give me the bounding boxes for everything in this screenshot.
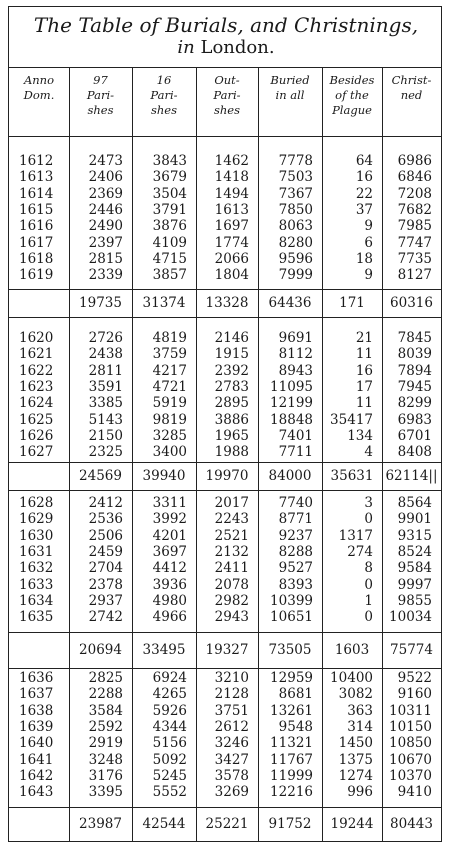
value-cell: 9527 xyxy=(278,560,313,577)
value-cell: 8393 xyxy=(278,576,313,593)
value-cell: 7894 xyxy=(397,362,432,379)
value-cell: 7999 xyxy=(278,267,313,284)
value-cell: 3936 xyxy=(152,576,187,593)
value-cell: 1774 xyxy=(214,234,249,251)
value-cell: 3886 xyxy=(214,411,249,428)
value-cell: 2339 xyxy=(88,267,123,284)
column-header-line: Pari- xyxy=(150,88,178,102)
totals-cell: 23987 xyxy=(79,816,122,832)
totals-top-rule xyxy=(9,632,441,633)
column-header-line: 16 xyxy=(156,73,172,87)
value-cell: 4966 xyxy=(152,609,187,626)
value-cell: 4344 xyxy=(152,718,187,735)
totals-cell: 39940 xyxy=(142,468,186,484)
value-cell: 11321 xyxy=(270,735,313,752)
value-cell: 12199 xyxy=(270,395,313,412)
value-cell: 4980 xyxy=(152,592,187,609)
value-cell: 7747 xyxy=(397,234,432,251)
column-header-line: Christ- xyxy=(391,73,432,87)
value-cell: 2815 xyxy=(88,250,123,267)
value-cell: 4201 xyxy=(152,527,187,544)
totals-cell: 1603 xyxy=(334,642,370,658)
value-cell: 4217 xyxy=(152,362,187,379)
value-cell: 9819 xyxy=(152,411,187,428)
value-cell: 3400 xyxy=(152,444,187,461)
totals-cell: 24569 xyxy=(79,468,122,484)
value-cell: 3697 xyxy=(152,543,187,560)
value-cell: 2397 xyxy=(88,234,123,251)
value-cell: 5092 xyxy=(152,751,187,768)
value-cell: 2490 xyxy=(88,218,123,235)
value-cell: 9410 xyxy=(397,784,432,801)
value-cell: 7740 xyxy=(278,495,313,511)
value-cell: 10850 xyxy=(389,735,432,752)
value-cell: 4109 xyxy=(152,234,187,251)
column-header-line: of the xyxy=(335,88,369,102)
value-cell: 9522 xyxy=(397,670,432,686)
value-cell: 5926 xyxy=(152,702,187,719)
year-cell: 1641 xyxy=(19,751,54,768)
column-header-line: shes xyxy=(150,103,177,117)
value-cell: 10034 xyxy=(389,609,432,626)
value-cell: 10370 xyxy=(389,767,432,784)
year-cell: 1624 xyxy=(19,395,54,412)
value-cell: 1613 xyxy=(214,201,249,218)
totals-cell: 42544 xyxy=(142,816,186,832)
value-cell: 8 xyxy=(364,560,373,577)
value-cell: 9997 xyxy=(397,576,432,593)
value-cell: 21 xyxy=(355,330,373,346)
value-cell: 314 xyxy=(347,718,373,735)
value-cell: 35417 xyxy=(330,411,373,428)
value-cell: 4265 xyxy=(152,686,187,703)
year-cell: 1630 xyxy=(19,527,54,544)
value-cell: 3311 xyxy=(152,495,187,511)
value-cell: 5143 xyxy=(88,411,123,428)
burials-christnings-table xyxy=(8,6,442,842)
value-cell: 11 xyxy=(355,346,373,363)
value-cell: 2506 xyxy=(88,527,123,544)
value-cell: 3584 xyxy=(88,702,123,719)
value-cell: 3759 xyxy=(152,346,187,363)
year-cell: 1639 xyxy=(19,718,54,735)
year-cell: 1635 xyxy=(19,609,54,626)
value-cell: 16 xyxy=(355,169,373,186)
value-cell: 3210 xyxy=(214,670,249,686)
value-cell: 8063 xyxy=(278,218,313,235)
value-cell: 2742 xyxy=(88,609,123,626)
value-cell: 1697 xyxy=(214,218,249,235)
totals-bottom-rule xyxy=(9,490,441,491)
value-cell: 3246 xyxy=(214,735,249,752)
value-cell: 17 xyxy=(355,378,373,395)
value-cell: 2704 xyxy=(88,560,123,577)
totals-cell: 20694 xyxy=(79,642,122,658)
totals-cell: 19327 xyxy=(205,642,249,658)
column-header-line: Dom. xyxy=(23,88,55,102)
value-cell: 9 xyxy=(364,267,373,284)
value-cell: 1450 xyxy=(338,735,373,752)
value-cell: 0 xyxy=(364,609,373,626)
year-cell: 1626 xyxy=(19,427,54,444)
value-cell: 9691 xyxy=(278,330,313,346)
column-header-line: Plague xyxy=(332,103,372,117)
value-cell: 2406 xyxy=(88,169,123,186)
value-cell: 11 xyxy=(355,395,373,412)
totals-cell: 91752 xyxy=(268,816,312,832)
column-header-line: Buried xyxy=(270,73,310,87)
header-bottom-rule xyxy=(9,136,441,137)
value-cell: 0 xyxy=(364,511,373,528)
year-cell: 1620 xyxy=(19,330,54,346)
column-header-line: Besides xyxy=(329,73,375,87)
totals-cell: 80443 xyxy=(390,816,433,832)
value-cell: 6986 xyxy=(397,153,432,169)
value-cell: 1418 xyxy=(214,169,249,186)
value-cell: 7945 xyxy=(397,378,432,395)
totals-cell: 171 xyxy=(339,295,365,311)
value-cell: 2128 xyxy=(214,686,249,703)
value-cell: 10400 xyxy=(330,670,373,686)
value-cell: 2288 xyxy=(88,686,123,703)
column-header xyxy=(382,73,441,103)
value-cell: 2150 xyxy=(88,427,123,444)
column-header-line: 97 xyxy=(93,73,108,87)
totals-cell: 64436 xyxy=(268,295,312,311)
value-cell: 10651 xyxy=(270,609,313,626)
value-cell: 10670 xyxy=(389,751,432,768)
totals-cell: 19244 xyxy=(330,816,374,832)
value-cell: 2078 xyxy=(214,576,249,593)
totals-cell: 73505 xyxy=(268,642,312,658)
value-cell: 6 xyxy=(364,234,373,251)
value-cell: 9237 xyxy=(278,527,313,544)
value-cell: 3591 xyxy=(88,378,123,395)
column-header xyxy=(69,73,132,118)
value-cell: 3791 xyxy=(152,201,187,218)
value-cell: 1804 xyxy=(214,267,249,284)
value-cell: 5919 xyxy=(152,395,187,412)
year-cell: 1637 xyxy=(19,686,54,703)
value-cell: 2937 xyxy=(88,592,123,609)
value-cell: 1317 xyxy=(338,527,373,544)
value-cell: 2378 xyxy=(88,576,123,593)
year-cell: 1618 xyxy=(19,250,54,267)
column-header-line: Pari- xyxy=(86,88,115,102)
totals-top-rule xyxy=(9,807,441,808)
value-cell: 37 xyxy=(355,201,373,218)
value-cell: 3876 xyxy=(152,218,187,235)
year-cell: 1642 xyxy=(19,767,54,784)
table-title-line2 xyxy=(9,37,443,58)
value-cell: 3082 xyxy=(338,686,373,703)
value-cell: 8943 xyxy=(278,362,313,379)
value-cell: 18 xyxy=(355,250,373,267)
value-cell: 2325 xyxy=(88,444,123,461)
column-header-line: shes xyxy=(213,103,240,117)
year-cell: 1640 xyxy=(19,735,54,752)
value-cell: 10311 xyxy=(389,702,432,719)
value-cell: 7778 xyxy=(278,153,313,169)
value-cell: 12216 xyxy=(270,784,313,801)
value-cell: 5156 xyxy=(152,735,187,752)
column-header xyxy=(258,73,322,103)
value-cell: 2473 xyxy=(88,153,123,169)
value-cell: 6846 xyxy=(397,169,432,186)
value-cell: 3269 xyxy=(214,784,249,801)
value-cell: 2243 xyxy=(214,511,249,528)
value-cell: 2982 xyxy=(214,592,249,609)
value-cell: 3679 xyxy=(152,169,187,186)
totals-bottom-rule xyxy=(9,317,441,318)
value-cell: 2825 xyxy=(88,670,123,686)
value-cell: 9160 xyxy=(397,686,432,703)
value-cell: 2783 xyxy=(214,378,249,395)
value-cell: 16 xyxy=(355,362,373,379)
year-cell: 1622 xyxy=(19,362,54,379)
year-cell: 1631 xyxy=(19,543,54,560)
totals-cell: 35631 xyxy=(330,468,374,484)
column-header xyxy=(9,73,69,103)
value-cell: 3504 xyxy=(152,185,187,202)
value-cell: 4715 xyxy=(152,250,187,267)
year-cell: 1614 xyxy=(19,185,54,202)
value-cell: 1988 xyxy=(214,444,249,461)
column-header xyxy=(196,73,258,118)
value-cell: 8280 xyxy=(278,234,313,251)
value-cell: 10399 xyxy=(270,592,313,609)
value-cell: 6983 xyxy=(397,411,432,428)
value-cell: 2811 xyxy=(88,362,123,379)
value-cell: 4721 xyxy=(152,378,187,395)
value-cell: 2592 xyxy=(88,718,123,735)
year-cell: 1613 xyxy=(19,169,54,186)
value-cell: 7401 xyxy=(278,427,313,444)
value-cell: 2411 xyxy=(214,560,249,577)
value-cell: 8299 xyxy=(397,395,432,412)
value-cell: 3176 xyxy=(88,767,123,784)
value-cell: 0 xyxy=(364,576,373,593)
value-cell: 2066 xyxy=(214,250,249,267)
totals-cell: 13328 xyxy=(205,295,249,311)
value-cell: 1462 xyxy=(214,153,249,169)
column-header xyxy=(322,73,382,118)
value-cell: 11999 xyxy=(270,767,313,784)
column-header-line: shes xyxy=(87,103,114,117)
year-cell: 1629 xyxy=(19,511,54,528)
year-cell: 1616 xyxy=(19,218,54,235)
year-cell: 1632 xyxy=(19,560,54,577)
totals-cell: 19735 xyxy=(79,295,122,311)
year-cell: 1627 xyxy=(19,444,54,461)
value-cell: 7711 xyxy=(278,444,313,461)
value-cell: 3751 xyxy=(214,702,249,719)
value-cell: 9 xyxy=(364,218,373,235)
value-cell: 2612 xyxy=(214,718,249,735)
year-cell: 1619 xyxy=(19,267,54,284)
value-cell: 5552 xyxy=(152,784,187,801)
value-cell: 1274 xyxy=(338,767,373,784)
totals-cell: 19970 xyxy=(205,468,249,484)
value-cell: 7682 xyxy=(397,201,432,218)
column-header-line: in all xyxy=(275,88,305,102)
value-cell: 3248 xyxy=(88,751,123,768)
column-header-line: Out- xyxy=(214,73,240,87)
value-cell: 8112 xyxy=(278,346,313,363)
totals-bottom-rule xyxy=(9,668,441,669)
value-cell: 2521 xyxy=(214,527,249,544)
totals-cell: 33495 xyxy=(142,642,186,658)
column-header-line: Pari- xyxy=(213,88,241,102)
value-cell: 7850 xyxy=(278,201,313,218)
value-cell: 8564 xyxy=(397,495,432,511)
totals-cell: 75774 xyxy=(390,642,433,658)
year-cell: 1636 xyxy=(19,670,54,686)
value-cell: 7845 xyxy=(397,330,432,346)
value-cell: 7735 xyxy=(397,250,432,267)
value-cell: 2943 xyxy=(214,609,249,626)
value-cell: 7208 xyxy=(397,185,432,202)
value-cell: 7503 xyxy=(278,169,313,186)
value-cell: 7985 xyxy=(397,218,432,235)
value-cell: 2446 xyxy=(88,201,123,218)
value-cell: 6924 xyxy=(152,670,187,686)
value-cell: 274 xyxy=(347,543,373,560)
value-cell: 996 xyxy=(347,784,373,801)
year-cell: 1623 xyxy=(19,378,54,395)
value-cell: 3 xyxy=(364,495,373,511)
value-cell: 3843 xyxy=(152,153,187,169)
year-cell: 1625 xyxy=(19,411,54,428)
value-cell: 9901 xyxy=(397,511,432,528)
year-cell: 1615 xyxy=(19,201,54,218)
value-cell: 2392 xyxy=(214,362,249,379)
title-in: in xyxy=(177,37,195,58)
value-cell: 9855 xyxy=(397,592,432,609)
year-cell: 1612 xyxy=(19,153,54,169)
value-cell: 8288 xyxy=(278,543,313,560)
value-cell: 1 xyxy=(364,592,373,609)
value-cell: 2132 xyxy=(214,543,249,560)
year-cell: 1634 xyxy=(19,592,54,609)
value-cell: 134 xyxy=(347,427,373,444)
value-cell: 7367 xyxy=(278,185,313,202)
header-top-rule xyxy=(9,67,441,68)
value-cell: 12959 xyxy=(270,670,313,686)
column-header xyxy=(132,73,196,118)
value-cell: 2536 xyxy=(88,511,123,528)
value-cell: 11095 xyxy=(270,378,313,395)
value-cell: 2919 xyxy=(88,735,123,752)
value-cell: 8681 xyxy=(278,686,313,703)
value-cell: 8524 xyxy=(397,543,432,560)
year-cell: 1628 xyxy=(19,495,54,511)
value-cell: 2726 xyxy=(88,330,123,346)
totals-cell: 62114|| xyxy=(385,468,438,484)
value-cell: 6701 xyxy=(397,427,432,444)
value-cell: 2369 xyxy=(88,185,123,202)
value-cell: 9584 xyxy=(397,560,432,577)
value-cell: 3857 xyxy=(152,267,187,284)
value-cell: 4412 xyxy=(152,560,187,577)
value-cell: 9596 xyxy=(278,250,313,267)
year-cell: 1617 xyxy=(19,234,54,251)
value-cell: 2146 xyxy=(214,330,249,346)
value-cell: 2017 xyxy=(214,495,249,511)
totals-bottom-rule xyxy=(9,841,441,842)
value-cell: 9548 xyxy=(278,718,313,735)
value-cell: 3427 xyxy=(214,751,249,768)
value-cell: 4 xyxy=(364,444,373,461)
value-cell: 5245 xyxy=(152,767,187,784)
value-cell: 8039 xyxy=(397,346,432,363)
totals-cell: 84000 xyxy=(268,468,312,484)
value-cell: 1915 xyxy=(214,346,249,363)
value-cell: 10150 xyxy=(389,718,432,735)
value-cell: 2459 xyxy=(88,543,123,560)
value-cell: 363 xyxy=(347,702,373,719)
totals-top-rule xyxy=(9,462,441,463)
totals-cell: 31374 xyxy=(142,295,186,311)
totals-cell: 60316 xyxy=(390,295,433,311)
value-cell: 3578 xyxy=(214,767,249,784)
value-cell: 8771 xyxy=(278,511,313,528)
year-cell: 1638 xyxy=(19,702,54,719)
title-london: London. xyxy=(200,37,275,58)
value-cell: 4819 xyxy=(152,330,187,346)
value-cell: 13261 xyxy=(270,702,313,719)
value-cell: 1375 xyxy=(338,751,373,768)
value-cell: 1965 xyxy=(214,427,249,444)
value-cell: 9315 xyxy=(397,527,432,544)
value-cell: 8408 xyxy=(397,444,432,461)
year-cell: 1643 xyxy=(19,784,54,801)
value-cell: 22 xyxy=(355,185,373,202)
column-header-line: Anno xyxy=(23,73,55,87)
value-cell: 3385 xyxy=(88,395,123,412)
value-cell: 2438 xyxy=(88,346,123,363)
table-title-line1: The Table of Burials, and Christnings, xyxy=(33,13,419,37)
column-header-line: ned xyxy=(400,88,423,102)
totals-cell: 25221 xyxy=(205,816,249,832)
value-cell: 18848 xyxy=(270,411,313,428)
value-cell: 8127 xyxy=(397,267,432,284)
value-cell: 3285 xyxy=(152,427,187,444)
totals-top-rule xyxy=(9,289,441,290)
value-cell: 1494 xyxy=(214,185,249,202)
value-cell: 3992 xyxy=(152,511,187,528)
value-cell: 2412 xyxy=(88,495,123,511)
value-cell: 3395 xyxy=(88,784,123,801)
year-cell: 1621 xyxy=(19,346,54,363)
value-cell: 2895 xyxy=(214,395,249,412)
value-cell: 11767 xyxy=(270,751,313,768)
value-cell: 64 xyxy=(355,153,373,169)
year-cell: 1633 xyxy=(19,576,54,593)
